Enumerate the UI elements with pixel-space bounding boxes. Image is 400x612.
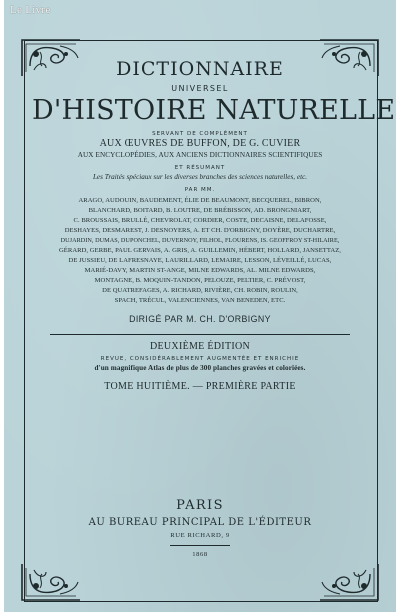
ornate-corner-bottom-left-icon [20,562,84,604]
title-dictionnaire: DICTIONNAIRE [116,58,284,80]
book-title-page [4,0,396,612]
ornate-corner-svg [316,562,380,604]
authors-par: PAR MM. [184,187,216,193]
imprint-city: PARIS [176,498,224,513]
authors-line: SPACH, TRÉCUL, VALENCIENNES, VAN BENEDEN, ETC. [114,297,286,304]
authors-list [34,196,366,306]
subtitle-encyclopedies: AUX ENCYCLOPÉDIES, AUX ANCIENS DICTIONNAIRES SCIENTIFIQUES [77,151,323,159]
authors-line: MONTAGNE, B. MOQUIN-TANDON, PELOUZE, PELTIER, C. PRÉVOST, [94,277,306,284]
title-block [32,58,396,393]
authors-line: BLANCHARD, BOITARD, B. LOUTRE, DE BRÉBISSON, AD. BRONGNIART, [88,207,312,214]
authors-line: DESHAYES, DESMAREST, J. DESNOYERS, A. ET CH. D'ORBIGNY, DOYÈRE, DUCHARTRE, [64,227,336,234]
authors-line: C. BROUSSAIS, BRULLÉ, CHEVROLAT, CORDIER, COSTE, DECAISNE, DELAFOSSE, [73,217,327,224]
ornate-corner-svg [20,562,84,604]
watermark-text: Le Livre [10,4,51,16]
authors-line: DE QUATREFAGES, A. RICHARD, RIVIÈRE, CH. ROBIN, ROULIN, [102,287,298,294]
edition-revue: REVUE, CONSIDÉRABLEMENT AUGMENTÉE ET ENRICHIE [100,356,300,362]
authors-line: ARAGO, AUDOUIN, BAUDEMENT, ÉLIE DE BEAUMONT, BECQUEREL, BIBRON, [78,197,322,204]
subtitle-resumant: ET RÉSUMANT [174,165,226,171]
imprint-block [32,498,368,560]
title-histoire-naturelle: D'HISTOIRE NATURELLE [32,95,396,126]
imprint-rule [170,545,230,546]
authors-line: GÉRARD, GERBE, PAUL GERVAIS, A. GRIS, A. GUILLEMIN, HÉBERT, HOLLARD, JANSETTAZ, [59,247,341,254]
authors-line: MARIÉ-DAVY, MARTIN ST-ANGE, MILNE EDWARDS, AL. MILNE EDWARDS, [84,267,316,274]
tome-label: TOME HUITIÈME. — PREMIÈRE PARTIE [104,381,296,392]
imprint-address: RUE RICHARD, 9 [170,532,230,539]
title-universel: UNIVERSEL [171,84,229,93]
subtitle-traites: Les Traités spéciaux sur les diverses branches des sciences naturelles, etc. [92,173,308,181]
authors-line: DE JUSSIEU, DE LAFRESNAYE, LAURILLARD, LEMAIRE, LESSON, LÉVEILLÉ, LUCAS, [68,257,332,264]
imprint-bureau: AU BUREAU PRINCIPAL DE L'ÉDITEUR [88,517,312,528]
authors-line: DUJARDIN, DUMAS, DUPONCHEL, DUVERNOY, FILHOL, FLOURENS, IS. GEOFFROY ST-HILAIRE, [60,237,340,244]
directed-by: DIRIGÉ PAR M. CH. D'ORBIGNY [129,314,271,324]
subtitle-oeuvres: AUX ŒUVRES DE BUFFON, DE G. CUVIER [99,138,301,149]
imprint-year: 1868 [192,551,208,558]
ornate-corner-bottom-right-icon [316,562,380,604]
subtitle-servant: SERVANT DE COMPLÉMENT [152,131,248,137]
edition-title: DEUXIÈME ÉDITION [149,341,251,352]
edition-atlas: d'un magnifique Atlas de plus de 300 planches gravées et coloriées. [94,364,306,372]
divider-rule [50,334,350,335]
